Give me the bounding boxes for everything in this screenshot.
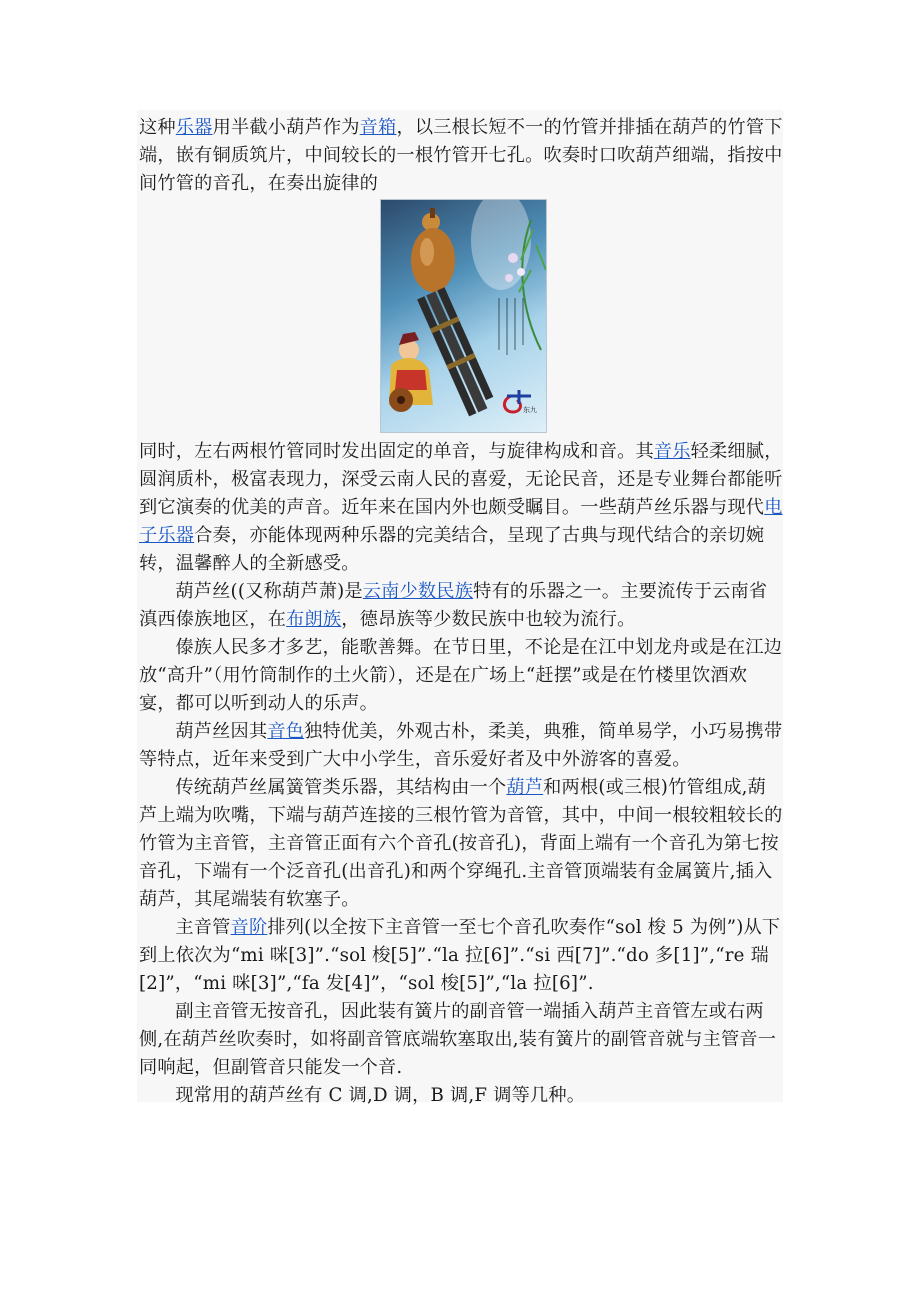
link-electronic-instrument[interactable]: 电子乐器	[139, 497, 783, 546]
intro-text-block	[139, 114, 783, 198]
link-timbre[interactable]: 音色	[267, 721, 305, 742]
paragraph-intro	[139, 114, 783, 198]
link-gourd[interactable]: 葫芦	[506, 777, 544, 798]
text-run: 合奏，亦能体现两种乐器的完美结合，呈现了古典与现代结合的亲切婉转，温馨醉人的全新感受。	[139, 525, 765, 574]
link-sound-box[interactable]: 音箱	[359, 117, 397, 138]
link-music[interactable]: 音乐	[653, 441, 691, 462]
text-run: 排列(以全按下主音管一至七个音孔吹奏作“sol 梭 5 为例”)从下到上依次为“mi 咪[3]”.“sol 梭[5]”.“la 拉[6]”.“si 西[7]”.“do 多[1]”,“re 瑞[2]”，“mi 咪[3]”,“fa 发[4]”，“sol 梭[5]”,“la 拉[6]”.	[139, 917, 781, 994]
text-run: 传统葫芦丝属簧管类乐器，其结构由一个	[175, 777, 507, 798]
main-text-block	[139, 438, 783, 1110]
text-run: 葫芦丝因其	[175, 721, 268, 742]
paragraph-dai-people: 傣族人民多才多艺，能歌善舞。在节日里，不论是在江中划龙舟或是在江边放“高升”（用竹筒制作的土火箭），还是在广场上“赶摆”或是在竹楼里饮酒欢宴，都可以听到动人的乐声。	[139, 637, 783, 714]
paragraph-scale	[139, 914, 783, 998]
text-run: 同时，左右两根竹管同时发出固定的单音，与旋律构成和音。其	[139, 441, 654, 462]
text-run: 用半截小葫芦作为	[212, 117, 360, 138]
text-run: 葫芦丝((又称葫芦萧)是	[175, 581, 363, 602]
link-yunnan-minorities[interactable]: 云南少数民族	[362, 581, 474, 602]
text-run: 独特优美，外观古朴，柔美，典雅，简单易学，小巧易携带等特点，近年来受到广大中小学生，音乐爱好者及中外游客的喜爱。	[139, 721, 783, 770]
paragraph-timbre	[139, 718, 783, 774]
text-run: ，以三根长短不一的竹管并排插在葫芦的竹管下端，嵌有铜质筑片，中间较长的一根竹管开七孔。吹奏时口吹葫芦细端，指按中间竹管的音孔，在奏出旋律的	[139, 117, 783, 194]
text-run: 轻柔细腻，圆润质朴，极富表现力，深受云南人民的喜爱，无论民音，还是专业舞台都能听到它演奏的优美的声音。近年来在国内外也颇受瞩目。一些葫芦丝乐器与现代	[139, 441, 783, 518]
link-instrument[interactable]: 乐器	[175, 117, 213, 138]
photo-logo-text: 东九	[523, 406, 537, 414]
text-run: 这种	[139, 117, 176, 138]
paragraph-music	[139, 438, 783, 578]
text-run: ，德昂族等少数民族中也较为流行。	[341, 609, 636, 630]
paragraph-keys: 现常用的葫芦丝有 C 调,D 调，B 调,F 调等几种。	[175, 1085, 586, 1106]
paragraph-structure	[139, 774, 783, 914]
hulusi-photo	[380, 199, 547, 433]
text-run: 和两根(或三根)竹管组成,葫芦上端为吹嘴，下端与葫芦连接的三根竹管为音管，其中，中间一根较粗较长的竹管为主音管，主音管正面有六个音孔(按音孔)，背面上端有一个音孔为第七按音孔，下端有一个泛音孔(出音孔)和两个穿绳孔.主音管顶端装有金属簧片,插入葫芦，其尾端装有软塞子。	[139, 777, 783, 910]
paragraph-sub-pipe: 副主音管无按音孔，因此装有簧片的副音管一端插入葫芦主音管左或右两侧,在葫芦丝吹奏时，如将副音管底端软塞取出,装有簧片的副管音就与主管音一同响起，但副管音只能发一个音.	[139, 1001, 777, 1078]
hulusi-illustration	[381, 200, 546, 432]
paragraph-origin	[139, 578, 783, 634]
text-run: 特有的乐器之一。主要流传于云南省滇西傣族地区，在	[139, 581, 768, 630]
link-bulang[interactable]: 布朗族	[286, 609, 342, 630]
text-run: 主音管	[175, 917, 231, 938]
link-scale[interactable]: 音阶	[230, 917, 268, 938]
